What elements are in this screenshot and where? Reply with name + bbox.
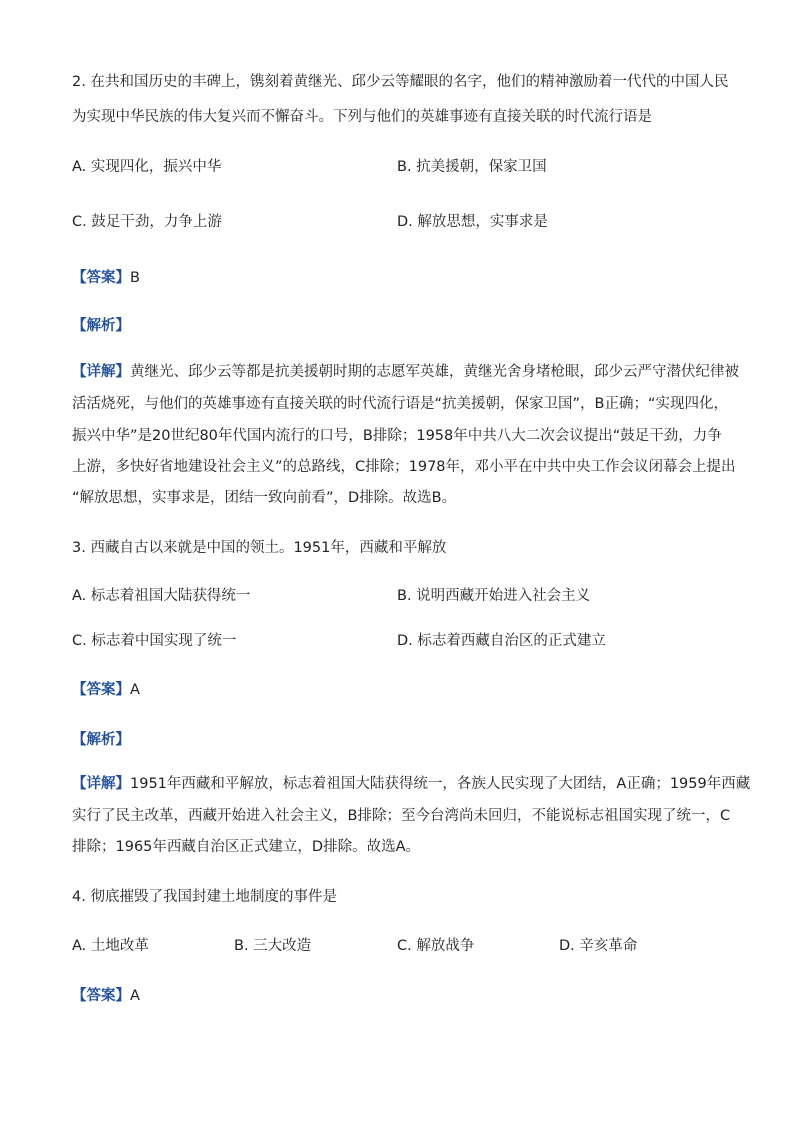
q3-option-a: A. 标志着祖国大陆获得统一 [72, 588, 251, 604]
q2-detail-line5: “解放思想，实事求是，团结一致向前看”，D排除。故选B。 [72, 490, 457, 506]
q2-option-d: D. 解放思想，实事求是 [397, 214, 548, 230]
q2-answer [72, 268, 140, 288]
detail-label: 【详解】 [72, 364, 130, 380]
q2-detail-line3: 振兴中华”是20世纪80年代国内流行的口号，B排除；1958年中共八大二次会议提出“鼓足干劲，力争 [72, 428, 722, 444]
q4-option-a: A. 土地改革 [72, 938, 149, 954]
q3-option-c: C. 标志着中国实现了统一 [72, 633, 237, 649]
q4-option-c: C. 解放战争 [397, 938, 475, 954]
answer-label: 【答案】 [72, 682, 130, 698]
detail-text: 1951年西藏和平解放，标志着祖国大陆获得统一，各族人民实现了大团结，A正确；1959年西藏 [130, 776, 751, 792]
q4-stem: 4. 彻底摧毁了我国封建土地制度的事件是 [72, 889, 337, 905]
q4-option-b: B. 三大改造 [234, 938, 312, 954]
q2-detail-line2: 活活烧死，与他们的英雄事迹有直接关联的时代流行语是“抗美援朝，保家卫国”，B正确；“实现四化， [72, 396, 728, 412]
q4-answer [72, 986, 140, 1006]
detail-text: 黄继光、邱少云等都是抗美援朝时期的志愿军英雄，黄继光舍身堵枪眼，邱少云严守潜伏纪律被 [130, 364, 739, 380]
q3-detail-line2: 实行了民主改革，西藏开始进入社会主义，B排除；至今台湾尚未回归，不能说标志祖国实现了统一，C [72, 808, 731, 824]
answer-value: A [130, 988, 140, 1004]
q2-option-c: C. 鼓足干劲，力争上游 [72, 214, 222, 230]
q2-stem-line2: 为实现中华民族的伟大复兴而不懈奋斗。下列与他们的英雄事迹有直接关联的时代流行语是 [72, 109, 652, 125]
q2-detail-line1 [72, 362, 739, 382]
q2-stem-line1: 2. 在共和国历史的丰碑上，镌刻着黄继光、邱少云等耀眼的名字，他们的精神激励着一代代的中国人民 [72, 74, 729, 90]
answer-value: A [130, 682, 140, 698]
answer-label: 【答案】 [72, 988, 130, 1004]
answer-label: 【答案】 [72, 270, 130, 286]
q2-detail-line4: 上游，多快好省地建设社会主义”的总路线，C排除；1978年，邓小平在中共中央工作会议闭幕会上提出 [72, 459, 736, 475]
q3-answer [72, 680, 140, 700]
analysis-label: 【解析】 [72, 732, 130, 748]
detail-label: 【详解】 [72, 776, 130, 792]
q3-stem: 3. 西藏自古以来就是中国的领土。1951年，西藏和平解放 [72, 540, 447, 556]
q3-detail-line1 [72, 774, 750, 794]
q3-option-b: B. 说明西藏开始进入社会主义 [397, 588, 591, 604]
q2-option-a: A. 实现四化，振兴中华 [72, 159, 222, 175]
q3-detail-line3: 排除；1965年西藏自治区正式建立，D排除。故选A。 [72, 839, 420, 855]
q2-analysis-heading [72, 316, 130, 336]
analysis-label: 【解析】 [72, 318, 130, 334]
q3-analysis-heading [72, 730, 130, 750]
q4-option-d: D. 辛亥革命 [559, 938, 638, 954]
answer-value: B [130, 270, 140, 286]
q3-option-d: D. 标志着西藏自治区的正式建立 [397, 633, 606, 649]
q2-option-b: B. 抗美援朝，保家卫国 [397, 159, 547, 175]
